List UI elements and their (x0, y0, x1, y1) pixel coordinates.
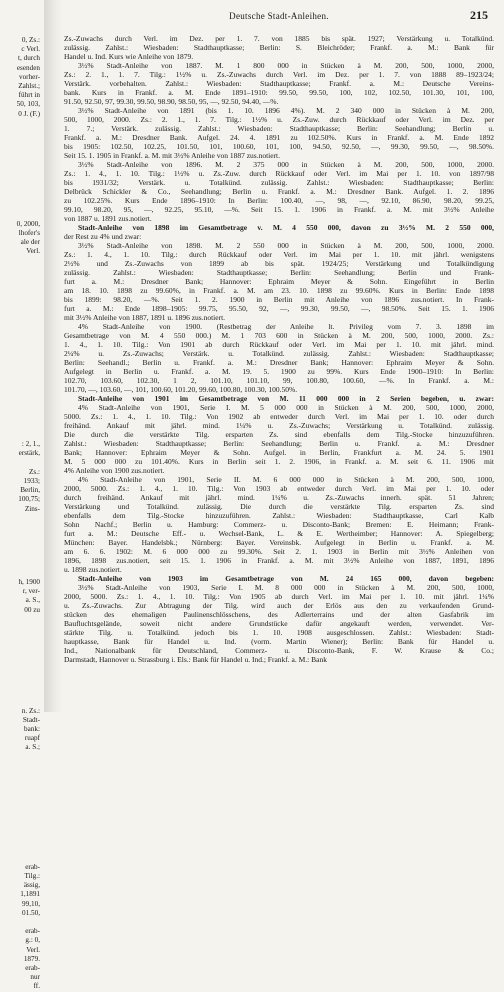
margin-fragment: a. S., (25, 596, 40, 605)
margin-fragment (0, 321, 44, 330)
text-line: von 1887 u. 1891 zus.notiert. (64, 214, 152, 223)
text-line: Bank; Hannover: Ephraim Meyer & Sohn. Aufgel. in Berlin, Frankfurt a. M. 24. 5. 1901 (64, 448, 494, 457)
margin-fragment: Zins- (24, 504, 40, 513)
margin-fragment: 99,10, (22, 899, 40, 908)
margin-fragment (0, 192, 44, 201)
margin-fragment (0, 835, 44, 844)
text-line: furt a. M.: Ende 1898–1905: 99.75, 95.50, 92, —, 99.30, 99.50, —, 98.50%. Seit 15. 1. 1906 (64, 304, 494, 313)
margin-fragment: ässig, (23, 881, 40, 890)
previous-page-margin-fragments (0, 36, 44, 991)
text-line: u. 1898 zus.notiert. (64, 565, 122, 574)
margin-fragment (0, 661, 44, 670)
margin-fragment (0, 670, 44, 679)
margin-fragment: nur (30, 973, 40, 982)
text-line: 1896, 1898 zus.notiert, seit 15. 1. 1906 in Frankf. a. M. mit 3½% Anleihe von 1887, 1891, 1896 (64, 556, 494, 565)
margin-fragment: esenden (16, 63, 40, 72)
text-line: 4% Stadt-Anleihe von 1901, Serie II. M. 6 000 000 in Stücken à M. 200, 500, 1000, (78, 475, 494, 484)
margin-fragment (0, 404, 44, 413)
text-line: am 6. 6. 1902: M. 6 000 000 zu 99.30%. Seit 2. 1. 1903 in Berlin mit 3½% Anleihen von (64, 547, 494, 556)
margin-fragment: erab- (25, 927, 40, 936)
page-number: 215 (470, 8, 488, 22)
text-line: 102.70, 103.60, 102.30, 1 2, 101.10, 101.10, 99, 100.80, 100.60, —%. In Frankf. a. M.: (64, 376, 494, 385)
margin-fragment: Verl. (26, 945, 40, 954)
margin-fragment (0, 780, 44, 789)
margin-fragment (0, 302, 44, 311)
text-line: Aufgelegt in Berlin u. Frankf. a. M. 19. 5. 1900 zu 99%. Kurs Ende 1900–1910: In Berlin: (64, 367, 494, 376)
margin-fragment: c Verl. (21, 45, 40, 54)
text-line: Verstärkung und Totalkünd. zulässig. Die durch die verstärkte Tilg. ersparten Zs. sind (64, 502, 494, 511)
margin-fragment: 1933; (23, 477, 40, 485)
margin-fragment (0, 293, 44, 302)
margin-fragment: Berlin, (20, 486, 40, 495)
margin-fragment: lhofer's (18, 228, 40, 237)
margin-fragment: : 2, 1., (21, 440, 40, 449)
margin-fragment: bank: (24, 725, 40, 734)
section-heading-line: Stadt-Anleihe von 1898 im Gesamtbetrage v. M. 4 550 000, davon zu 3½% M. 2 550 000, (78, 223, 494, 232)
margin-fragment (0, 541, 44, 550)
margin-fragment (0, 394, 44, 403)
margin-fragment (0, 211, 44, 220)
margin-fragment (0, 753, 44, 762)
margin-fragment: g.: 0, (25, 936, 40, 945)
margin-fragment: 1879. (23, 954, 40, 963)
running-head: Deutsche Stadt-Anleihen. (229, 11, 329, 21)
margin-fragment (0, 376, 44, 385)
text-line: bis 1905: 102.50, 102.25, 101.50, 101, 100.60, 101, 100, 94.50, 92.50, —, 99.30, 99.50, —, 98.50%. (64, 142, 494, 151)
margin-fragment (0, 560, 44, 569)
margin-fragment (0, 845, 44, 854)
text-line: Baufluchtsgelände, soweit nicht andere Grundstücke dafür angekauft werden, verwendet. Ver- (64, 619, 494, 628)
text-line: 4% Anleihe von 1900 zus.notiert. (64, 466, 165, 475)
margin-fragment (0, 183, 44, 192)
margin-fragment (0, 257, 44, 266)
margin-fragment (0, 698, 44, 707)
text-line: durch freihänd. Ankauf mit jährl. mind. 1¼% u. Zs.-Zuwachs innerh. spät. 51 Jahren; (64, 493, 494, 502)
text-line: 3½% Stadt-Anleihe von 1903, Serie I. M. 8 000 000 in Stücken à M. 200, 500, 1000, (78, 583, 494, 592)
text-line: 99.10, 98.20, 95, —, 92.25, 95.10, —%. Seit 15. 1. 1906 in Frankf. a. M. mit 3½% Anleihe (64, 205, 494, 214)
text-line: 2¼% u. Zs.-Zuwachs; Verstärk. u. Totalkünd. zulässig. Zahlst.: Wiesbaden: Stadthauptkasse; (64, 349, 494, 358)
text-line: 2000, 5000. Zs.: 1. 4., 1. 10. Tilg.: Von 1905 ab durch Verl. im Mai per 1. 10. mit jährl. 1¼% (64, 592, 494, 601)
margin-fragment (0, 119, 44, 128)
margin-fragment: erab- (25, 963, 40, 972)
margin-fragment (0, 799, 44, 808)
text-line: bank. Kurs in Frankf. a. M. Ende 1891–1910: 99.50, 99.50, 100, 102, 102.50, 101.30, 101, 100, (64, 88, 494, 97)
margin-fragment: r, ver- (22, 587, 40, 596)
text-line: stärkte Tilg. u. Totalkünd. jedoch bis 1. 10. 1908 ausgeschlossen. Zahlst.: Wiesbaden: Stadt- (64, 628, 494, 637)
text-line: Gesamtbetrage von M. 4 550 000.) M. 1 703 600 in Stücken à M. 200, 500, 1000, 2000. Zs.: (64, 331, 494, 340)
text-line: zulässig. Zahlst.: Wiesbaden: Stadthauptkasse; Berlin: S. Bleichröder; Frankf. a. M.: Bank für (64, 43, 494, 52)
text-line: Berlin: Seehandl.; Berlin u. Frankf. a. M.: Dresdner Bank; Hannover: Ephraim Meyer & Sohn. (64, 358, 494, 367)
margin-fragment (0, 854, 44, 863)
section-heading-line: Stadt-Anleihe von 1901 im Gesamtbetrage von M. 11 000 000 in 2 Serien begeben, u. zwar: (78, 394, 494, 403)
margin-fragment: t, durch (18, 54, 40, 63)
text-line: zulässig. Zahlst.: Wiesbaden: Stadthauptkasse; Berlin: Seehandlung; Berlin und Frank- (64, 268, 494, 277)
margin-fragment (0, 642, 44, 651)
margin-fragment (0, 679, 44, 688)
text-line: 3½% Stadt-Anleihe von 1898. M. 2 550 000 in Stücken à M. 200, 500, 1000, 2000. (78, 241, 494, 250)
text-line: furt a. M.: Deutsche Eff.- u. Wechsel-Bank, L. & E. Wertheimber; Hannover: A. Spiegelberg; (64, 529, 494, 538)
text-line: Delbrück Schickler & Co., Seehandlung; Berlin u. Frankf. a. M.: Dresdner Bank. Aufgel. 1. 2. 1896 (64, 187, 494, 196)
text-line: Zs.: 1. 4., 1. 10. Tilg.: 1½% u. Zs.-Zuw. durch Rückkauf oder Verl. im Mai per 1. 10. von 1897/98 (64, 169, 494, 178)
margin-fragment (0, 569, 44, 578)
text-line: stücken des ehemaligen Paulinenschlösschens, des Adlerterrains und der alten Gasfabrik im (64, 610, 494, 619)
margin-fragment: Tilg.: (24, 872, 40, 881)
text-line: furt a. M.: Dresdner Bank; Hannover: Ephraim Meyer & Sohn. Eingeführt in Berlin (64, 277, 494, 286)
margin-fragment: Zahlst.; (18, 81, 40, 90)
margin-fragment (0, 275, 44, 284)
text-line: Zs.: 1. 4., 1. 10. Tilg.: durch Rückkauf oder Verl. im Mai per 1. 10. mit jährl. wenigstens (64, 250, 494, 259)
text-line: Ind., Nationalbank für Deutschland, Commerz- u. Disconto-Bank, F. W. Krause & Co.; (64, 646, 494, 655)
text-line: Zahlst.: Wiesbaden: Stadthauptkasse; Berlin: Seehandlung; Berlin u. Frankf. a. M.: Dresdner (64, 439, 494, 448)
margin-fragment: ruapf (24, 734, 40, 743)
text-line: Die durch die verstärkte Tilg. ersparten Zs. sind ebenfalls dem Tilg.-Stocke hinzuzuführen. (64, 430, 494, 439)
text-line: 101.70, —, 103.60, —, 101, 100.60, 101.20, 99.60, 100.80, 100.30, 100.50%. (64, 385, 298, 394)
margin-fragment (0, 826, 44, 835)
margin-fragment (0, 688, 44, 697)
text-line: 2½% und Zs.-Zuwachs von 1899 ab bis spät. 1924/25; Verstärkung und Totalkündigung (64, 259, 494, 268)
margin-fragment (0, 174, 44, 183)
text-line: 1. 4., 1. 10. Tilg.: Von 1901 ab durch Rückkauf oder Verl. im Mai per 1. 10. mit jährl. mind. (64, 340, 494, 349)
margin-fragment (0, 284, 44, 293)
margin-fragment (0, 358, 44, 367)
text-line: u. Zs.-Zuwachs. Zur Abtragung der Tilg. wird auch der Erlös aus den zu verkaufenden Grund- (64, 601, 494, 610)
margin-fragment: 01.50, (22, 908, 40, 917)
margin-fragment (0, 201, 44, 210)
text-line: 500, 1000, 2000. Zs.: 2. 1., 1. 7. Tilg.: 1½% u. Zs.-Zuw. durch Rückkauf oder Verl. im Dez. per (64, 115, 494, 124)
margin-fragment (0, 385, 44, 394)
text-line: bis 1899: 98.20, —%. Seit 1. 2. 1900 in Berlin mit Anleihe von 1896 zus.notiert. In Frank- (64, 295, 494, 304)
margin-fragment (0, 762, 44, 771)
text-line: Darmstadt, Hannover u. Strassburg i. Els.: Bank für Handel u. Ind.; Frankf. a. M.: Bank (64, 655, 327, 664)
text-line: Zs.-Zuwachs durch Verl. im Dez. per 1. 7. von 1885 bis spät. 1927; Verstärkung u. Totalkünd. (64, 34, 494, 43)
margin-fragment (0, 633, 44, 642)
margin-fragment (0, 532, 44, 541)
margin-fragment (0, 339, 44, 348)
margin-fragment: erstärk, (18, 449, 40, 458)
margin-fragment (0, 165, 44, 174)
text-line: München: Bayer. Handelsbk.; Nürnberg: Bayer. Vereinsbk. Aufgelegt in Berlin u. Frankf. a. M. (64, 538, 494, 547)
margin-fragment: 100,75; (18, 495, 40, 504)
margin-fragment (0, 348, 44, 357)
text-line: Handel u. Ind. Kurs wie Anleihe von 1879. (64, 52, 194, 61)
margin-fragment (0, 137, 44, 146)
margin-fragment (0, 808, 44, 817)
margin-fragment (0, 817, 44, 826)
text-line: zu 102.25%. Kurs Ende 1896–1910: In Berlin: 100.40, —, 98, —, 92.10, 86.90, 98.20, 99.25, (64, 196, 494, 205)
margin-fragment: a. S.; (25, 743, 40, 752)
margin-fragment (0, 367, 44, 376)
page-header (64, 8, 494, 24)
text-line: Frankf. a. M.: Dresdner Bank. Aufgel. 24. 4. 1891 zu 102.50%. Kurs in Frankf. a. M. Ende 1892 (64, 133, 494, 142)
text-line: Seit 15. 1. 1905 in Frankf. a. M. mit 3½% Anleihe von 1887 zus.notiert. (64, 151, 281, 160)
margin-fragment (0, 514, 44, 523)
text-line: 1. 7.; Verstärk. zulässig. Zahlst.: Wiesbaden: Stadthauptkasse; Berlin: Seehandlung; Berlin u. (64, 124, 494, 133)
margin-fragment: Stadt- (22, 715, 40, 724)
text-line: 3½% Stadt-Anleihe von 1887. M. 1 800 000 in Stücken à M. 200, 500, 1000, 2000, (78, 61, 494, 70)
text-line: 4% Stadt-Anleihe von 1901, Serie I. M. 5 000 000 in Stücken à M. 200, 500, 1000, 2000, (78, 403, 494, 412)
margin-fragment (0, 128, 44, 137)
margin-fragment (0, 413, 44, 422)
margin-fragment (0, 330, 44, 339)
margin-fragment: führt in (18, 91, 40, 100)
margin-fragment (0, 918, 44, 927)
margin-fragment (0, 789, 44, 798)
section-heading-line: Stadt-Anleihe von 1903 im Gesamtbetrage von M. 24 165 000, davon begeben: (78, 574, 494, 583)
margin-fragment (0, 523, 44, 532)
text-line: 2000, 5000. Zs.: 1. 4., 1. 10. Tilg.: Von 1903 ab entweder durch Verl. im Mai per 1. 10. oder (64, 484, 494, 493)
text-line: Sohn Nachf.; Berlin u. Hamburg: Commerz- u. Disconto-Bank; Bremen: E. Heimann; Frank- (64, 520, 494, 529)
text-line: 3½% Stadt-Anleihe von 1891 (bis 1. 10. 1896 4%). M. 2 340 000 in Stücken à M. 200, (78, 106, 494, 115)
margin-fragment: n. Zs.: (21, 706, 40, 715)
margin-fragment: 0, 2000, (16, 219, 40, 228)
text-line: 91.50, 92.50, 97, 99.30, 99.50, 98.90, 98.50, 95, —, 92.50, 94.40, —%. (64, 97, 279, 106)
text-line: 5000. Zs.: 1. 4., 1. 10. Tilg.: Von 1902 ab entweder durch Verl. im Mai per 1. 10. oder durch (64, 412, 494, 421)
margin-fragment (0, 312, 44, 321)
body-text-column (64, 34, 494, 702)
margin-fragment: Zs.: (29, 467, 40, 476)
margin-fragment (0, 146, 44, 155)
margin-fragment: 0 J. (F.) (18, 109, 40, 118)
margin-fragment: 1,1891 (20, 890, 40, 899)
margin-fragment (0, 155, 44, 164)
margin-fragment (0, 551, 44, 560)
text-line: Verstärk. vorbehalten. Zahlst.: Wiesbaden: Stadthauptkasse; Frankf. a. M.: Deutsche Vereins- (64, 79, 494, 88)
text-line: ebenfalls dem Tilg.-Stocke hinzuzuführen. Zahlst.: Wiesbaden: Stadthauptkasse, Carl Kalb (64, 511, 494, 520)
margin-fragment: ale der (20, 238, 40, 247)
margin-fragment (0, 624, 44, 633)
margin-fragment (0, 459, 44, 468)
margin-fragment: 50, 103, (16, 100, 40, 109)
margin-fragment: h, 1900 (18, 578, 40, 587)
margin-fragment: 00 zu (24, 605, 40, 614)
margin-fragment (0, 652, 44, 661)
text-line: am 18. 10. 1898 zu 99.60%, in Frankf. a. M. am 23. 10. 1898 zu 99.60%. Kurs in Berlin: Ende 1898 (64, 286, 494, 295)
text-line: bis 1931/32; Verstärk. u. Totalkünd. zulässig. Zahlst.: Wiesbaden: Stadthauptkasse; Berlin: (64, 178, 494, 187)
text-line: mit 3½% Anleihe von 1887, 1891 u. 1896 zus.notiert. (64, 313, 226, 322)
margin-fragment: Verl. (26, 247, 40, 256)
text-line: hauptkasse, Bank für Handel u. Ind. (vorm. Martin Wiener); Berlin: Bank für Handel u. (64, 637, 494, 646)
margin-fragment: vorher- (18, 72, 40, 81)
text-line: der Rest zu 4% und zwar: (64, 232, 142, 241)
text-line: Zs.: 2. 1., 1. 7. Tilg.: 1½% u. Zs.-Zuwachs durch Verl. im Dez. per 1. 7. von 1888 89–1923/24; (64, 70, 494, 79)
margin-fragment: ff. (33, 982, 40, 991)
text-line: freihänd. Ankauf mit jährl. mind. 1¼% u. Zs.-Zuwachs; Verstärkung u. Totalkünd. zulässig. (64, 421, 494, 430)
binding-gutter-shadow (44, 0, 62, 712)
margin-fragment (0, 771, 44, 780)
margin-fragment (0, 266, 44, 275)
text-line: M. 5 000 000 zu 101.40%. Kurs in Berlin seit 1. 2. 1906, in Frankf. a. M. seit 6. 11. 1906 mit (64, 457, 494, 466)
text-line: 4% Stadt-Anleihe von 1900. (Restbetrag der Anleihe lt. Privileg vom 7. 3. 1898 im (78, 322, 494, 331)
text-line: 3½% Stadt-Anleihe von 1896. M. 2 375 000 in Stücken à M. 200, 500, 1000, 2000. (78, 160, 494, 169)
margin-fragment (0, 431, 44, 440)
margin-fragment (0, 615, 44, 624)
margin-fragment (0, 422, 44, 431)
margin-fragment: erab- (25, 862, 40, 871)
margin-fragment: 0, Zs.: (21, 36, 40, 44)
